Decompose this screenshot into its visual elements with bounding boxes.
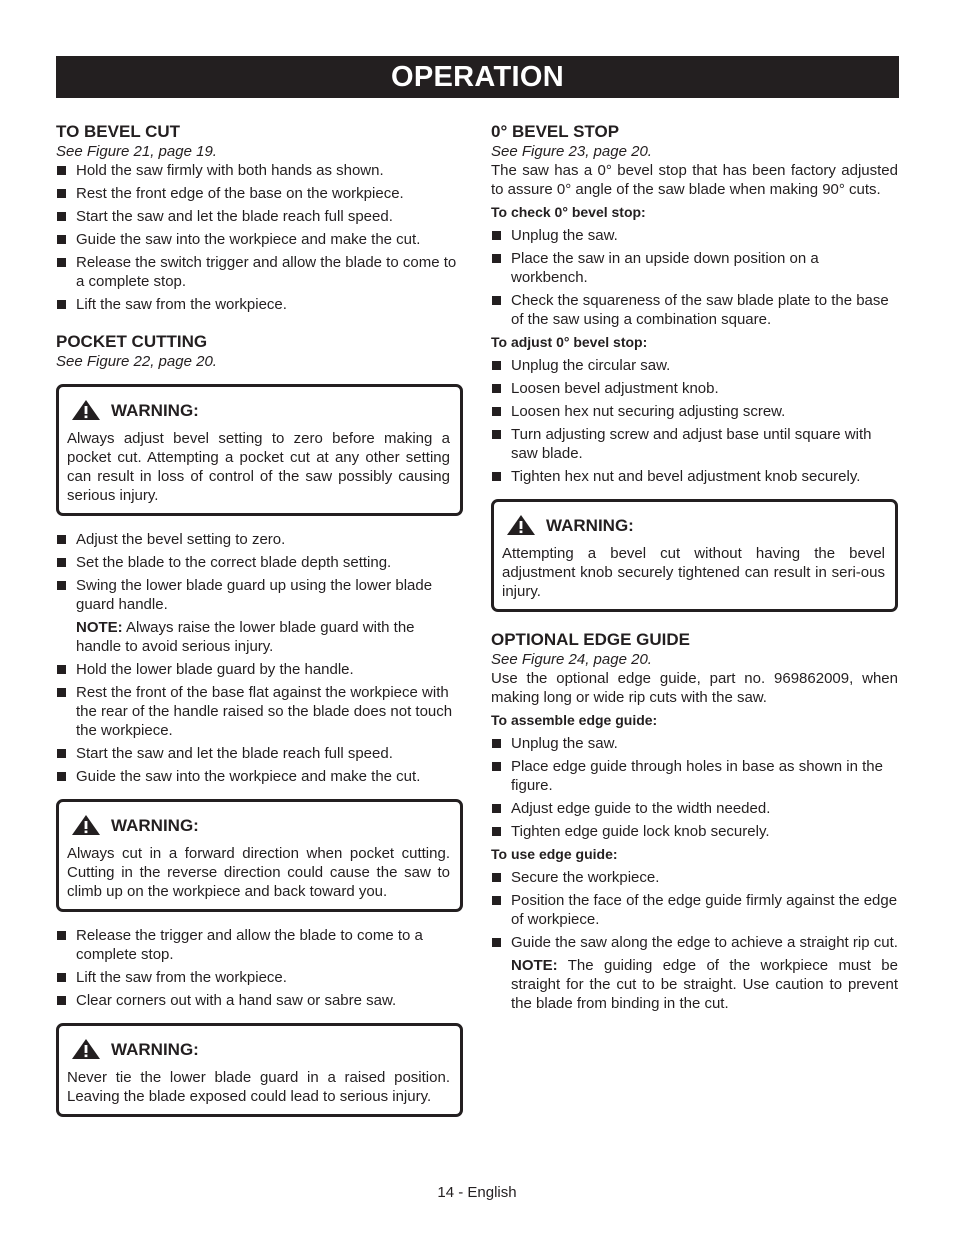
bevel-cut-title: TO BEVEL CUT (56, 122, 181, 141)
square-bullet-icon (57, 931, 66, 940)
warning-triangle-icon (506, 514, 536, 536)
list-item (56, 576, 463, 614)
list-item (56, 660, 463, 679)
list-item (491, 425, 898, 463)
square-bullet-icon (57, 581, 66, 590)
list-item (491, 402, 898, 421)
use-edge-guide-heading: To use edge guide: (491, 846, 618, 862)
square-bullet-icon (57, 258, 66, 267)
assemble-edge-guide-heading: To assemble edge guide: (491, 712, 658, 728)
list-item (491, 799, 898, 818)
list-item-text: Check the squareness of the saw blade plate to the base of the saw using a combination square. (511, 292, 889, 328)
edge-guide-note (491, 956, 898, 1013)
adjust-bevel-stop-heading: To adjust 0° bevel stop: (491, 334, 648, 350)
list-item (491, 868, 898, 887)
warning-box-blade-guard (56, 1023, 463, 1117)
square-bullet-icon (57, 996, 66, 1005)
square-bullet-icon (492, 361, 501, 370)
list-item (491, 379, 898, 398)
square-bullet-icon (57, 558, 66, 567)
list-item (491, 822, 898, 841)
check-bevel-stop-heading: To check 0° bevel stop: (491, 204, 646, 220)
pocket-cutting-steps-c (56, 926, 463, 1010)
square-bullet-icon (492, 938, 501, 947)
warning-text: Never tie the lower blade guard in a raised position. Leaving the blade exposed could lead to serious injury. (67, 1069, 450, 1105)
square-bullet-icon (492, 384, 501, 393)
adjust-bevel-stop-steps (491, 356, 898, 486)
list-item-text: Release the trigger and allow the blade to come to a complete stop. (76, 927, 423, 963)
note-label: NOTE: (76, 619, 123, 636)
list-item-text: Release the switch trigger and allow the blade to come to a complete stop. (76, 254, 457, 290)
bevel-cut-steps (56, 161, 463, 314)
list-item-text: Loosen hex nut securing adjusting screw. (511, 403, 786, 420)
list-item-text: Clear corners out with a hand saw or sabre saw. (76, 992, 397, 1009)
list-item-text: Rest the front of the base flat against the workpiece with the rear of the handle raised so the blade does not touch the workpiece. (76, 684, 453, 739)
square-bullet-icon (492, 827, 501, 836)
list-item-text: Set the blade to the correct blade depth setting. (76, 554, 392, 571)
assemble-edge-guide-steps (491, 734, 898, 841)
list-item (56, 184, 463, 203)
list-item-text: Position the face of the edge guide firmly against the edge of workpiece. (511, 892, 898, 928)
list-item-text: Lift the saw from the workpiece. (76, 969, 287, 986)
use-edge-guide-steps (491, 868, 898, 952)
square-bullet-icon (57, 300, 66, 309)
square-bullet-icon (57, 235, 66, 244)
list-item (491, 734, 898, 753)
warning-text: Attempting a bevel cut without having the bevel adjustment knob securely tightened can result in seri-ous injury. (502, 545, 885, 600)
warning-box-bevel-zero (56, 384, 463, 516)
list-item (56, 530, 463, 549)
square-bullet-icon (492, 231, 501, 240)
list-item (56, 295, 463, 314)
pocket-cutting-steps-a (56, 530, 463, 614)
list-item (56, 926, 463, 964)
list-item-text: Hold the lower blade guard by the handle. (76, 661, 354, 678)
square-bullet-icon (57, 973, 66, 982)
warning-box-bevel-knob (491, 499, 898, 612)
bevel-cut-figure-ref: See Figure 21, page 19. (56, 143, 217, 160)
square-bullet-icon (57, 535, 66, 544)
square-bullet-icon (57, 166, 66, 175)
list-item-text: Loosen bevel adjustment knob. (511, 380, 719, 397)
pocket-cutting-title: POCKET CUTTING (56, 332, 208, 351)
page-number: 14 - English (437, 1184, 517, 1201)
edge-guide-intro: Use the optional edge guide, part no. 969862009, when making long or wide rip cuts with the saw. (491, 670, 898, 706)
bevel-stop-intro: The saw has a 0° bevel stop that has been factory adjusted to assure 0° angle of the saw blade when making 90° cuts. (491, 162, 898, 198)
list-item (56, 553, 463, 572)
note-label: NOTE: (511, 957, 558, 974)
list-item-text: Adjust edge guide to the width needed. (511, 800, 771, 817)
list-item-text: Start the saw and let the blade reach full speed. (76, 208, 393, 225)
list-item-text: Adjust the bevel setting to zero. (76, 531, 286, 548)
list-item (56, 991, 463, 1010)
square-bullet-icon (57, 688, 66, 697)
square-bullet-icon (57, 189, 66, 198)
list-item (491, 933, 898, 952)
list-item-text: Start the saw and let the blade reach full speed. (76, 745, 393, 762)
list-item (491, 291, 898, 329)
square-bullet-icon (492, 762, 501, 771)
square-bullet-icon (492, 739, 501, 748)
list-item-text: Unplug the circular saw. (511, 357, 671, 374)
warning-title: WARNING: (546, 515, 634, 535)
left-column (56, 122, 463, 1131)
check-bevel-stop-steps (491, 226, 898, 329)
square-bullet-icon (492, 896, 501, 905)
list-item-text: Secure the workpiece. (511, 869, 660, 886)
list-item (491, 467, 898, 486)
warning-triangle-icon (71, 399, 101, 421)
list-item (56, 207, 463, 226)
square-bullet-icon (492, 407, 501, 416)
square-bullet-icon (492, 873, 501, 882)
warning-triangle-icon (71, 1038, 101, 1060)
list-item-text: Rest the front edge of the base on the workpiece. (76, 185, 404, 202)
list-item (56, 767, 463, 786)
list-item-text: Guide the saw along the edge to achieve a straight rip cut. (511, 934, 898, 951)
list-item (491, 226, 898, 245)
list-item (56, 683, 463, 740)
note-text: The guiding edge of the workpiece must be straight for the cut to be straight. Use caution to prevent the blade from binding in the cut. (511, 957, 898, 1012)
square-bullet-icon (492, 254, 501, 263)
list-item (56, 968, 463, 987)
list-item (56, 161, 463, 180)
right-column (491, 122, 898, 1017)
list-item-text: Lift the saw from the workpiece. (76, 296, 287, 313)
square-bullet-icon (492, 804, 501, 813)
bevel-stop-figure-ref: See Figure 23, page 20. (491, 143, 652, 160)
section-banner: OPERATION (56, 56, 899, 98)
edge-guide-title: OPTIONAL EDGE GUIDE (491, 630, 690, 649)
square-bullet-icon (492, 296, 501, 305)
list-item (491, 249, 898, 287)
list-item-text: Place the saw in an upside down position on a workbench. (511, 250, 819, 286)
list-item-text: Guide the saw into the workpiece and make the cut. (76, 768, 421, 785)
edge-guide-figure-ref: See Figure 24, page 20. (491, 651, 652, 668)
square-bullet-icon (57, 665, 66, 674)
square-bullet-icon (492, 472, 501, 481)
square-bullet-icon (57, 212, 66, 221)
pocket-cutting-steps-b (56, 660, 463, 786)
warning-box-forward-direction (56, 799, 463, 912)
list-item-text: Tighten edge guide lock knob securely. (511, 823, 770, 840)
list-item-text: Hold the saw firmly with both hands as shown. (76, 162, 384, 179)
square-bullet-icon (492, 430, 501, 439)
list-item (491, 757, 898, 795)
warning-text: Always adjust bevel setting to zero before making a pocket cut. Attempting a pocket cut at any other setting can result in loss of control of the saw possibly causing serious injury. (67, 430, 450, 504)
bevel-stop-title: 0° BEVEL STOP (491, 122, 620, 141)
list-item (56, 253, 463, 291)
list-item-text: Tighten hex nut and bevel adjustment knob securely. (511, 468, 861, 485)
warning-triangle-icon (71, 814, 101, 836)
pocket-note (56, 618, 463, 656)
list-item-text: Unplug the saw. (511, 227, 618, 244)
list-item (56, 744, 463, 763)
list-item-text: Unplug the saw. (511, 735, 618, 752)
list-item (491, 356, 898, 375)
square-bullet-icon (57, 749, 66, 758)
square-bullet-icon (57, 772, 66, 781)
pocket-cutting-figure-ref: See Figure 22, page 20. (56, 353, 217, 370)
note-text: Always raise the lower blade guard with the handle to avoid serious injury. (76, 619, 415, 655)
list-item-text: Place edge guide through holes in base as shown in the figure. (511, 758, 883, 794)
list-item (56, 230, 463, 249)
list-item-text: Guide the saw into the workpiece and make the cut. (76, 231, 421, 248)
warning-title: WARNING: (111, 400, 199, 420)
warning-title: WARNING: (111, 1039, 199, 1059)
warning-text: Always cut in a forward direction when pocket cutting. Cutting in the reverse direction could cause the saw to climb up on the workpiece and back toward you. (67, 845, 450, 900)
list-item (491, 891, 898, 929)
warning-title: WARNING: (111, 815, 199, 835)
list-item-text: Swing the lower blade guard up using the lower blade guard handle. (76, 577, 433, 613)
list-item-text: Turn adjusting screw and adjust base until square with saw blade. (511, 426, 872, 462)
